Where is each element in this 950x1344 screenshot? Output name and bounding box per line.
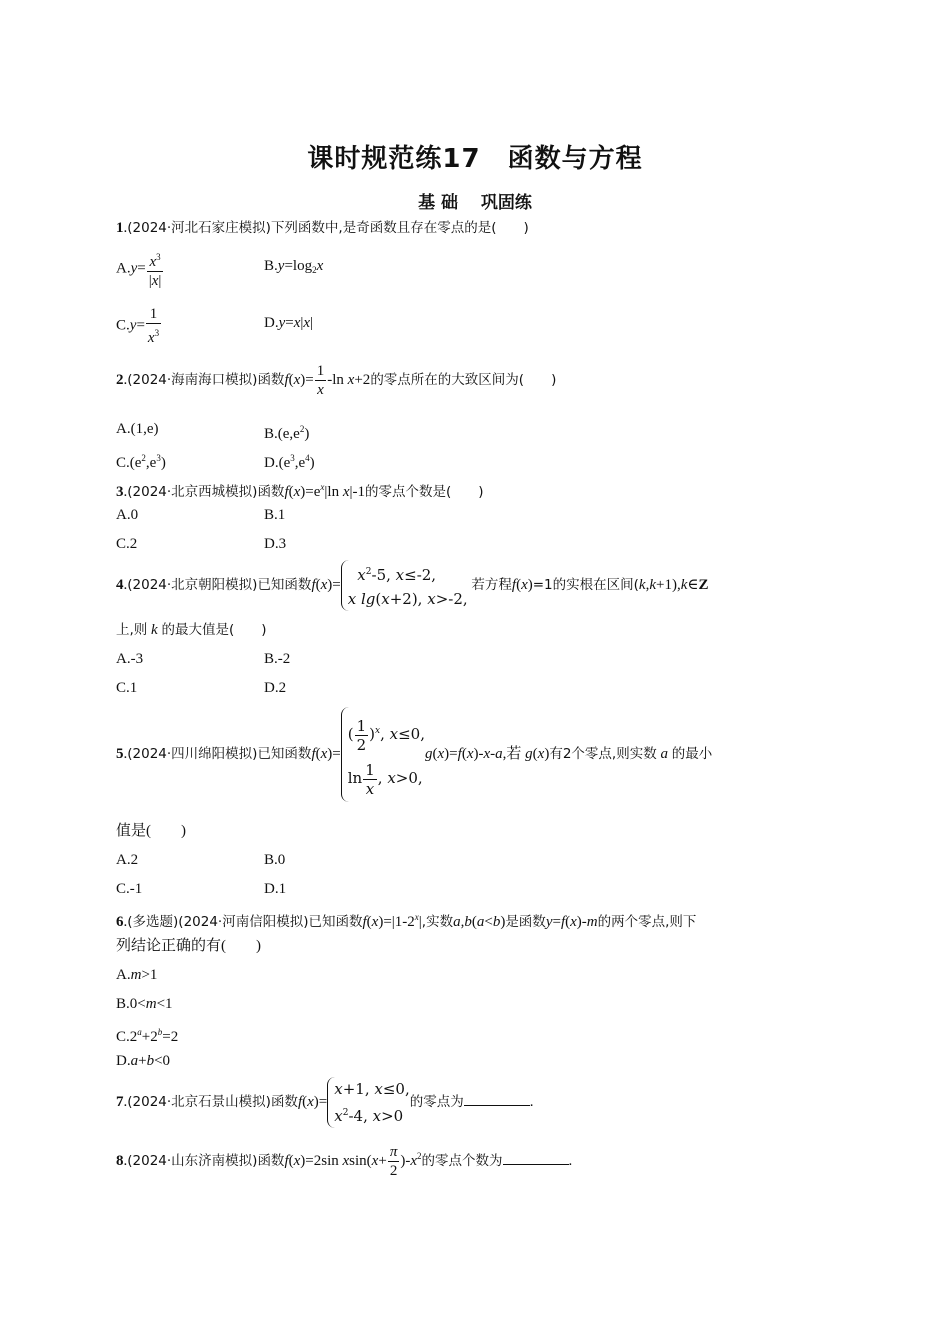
question-2-option-b: $B.(e,e^2)$: [264, 424, 310, 442]
question-2-option-d: $D.(e^3,e^4)$: [264, 453, 315, 471]
question-6-line-2: 列结论正确的有( ): [116, 938, 261, 954]
question-5-option-b: B.0: [264, 852, 286, 868]
question-4-option-b: B.-2: [264, 651, 291, 667]
question-1-option-c: C.y= $\frac{1}{x^3}$: [116, 306, 160, 346]
question-4-option-d: D.2: [264, 680, 287, 696]
question-5-stem: 5.(2024·四川绵阳模拟)已知函数f(x)= ( $\frac{1}{2}$ )$^x$, x≤0, ln $\frac{1}{x}$ , x>0, g(x)=f(x)-x-a,若 g(x)有2个零点,则实数 a 的最小: [116, 707, 836, 802]
page-title: 课时规范练17 函数与方程: [307, 144, 643, 174]
question-3-option-b: B.1: [264, 507, 286, 523]
question-6-option-c: $C.2^a+2^b=2$: [116, 1027, 179, 1045]
question-8-stem: 8.(2024·山东济南模拟)函数f(x)=2sin xsin(x+ $\frac{\pi}{2}$ )$-x^2$的零点个数为 .: [116, 1144, 573, 1179]
question-1-option-b: $B.y=\log_2x$: [264, 258, 324, 275]
question-2-stem: 2.(2024·海南海口模拟)函数f(x)= $\frac{1}{x}$ -ln x+2的零点所在的大致区间为( ): [116, 363, 557, 398]
question-3-option-c: C.2: [116, 536, 138, 552]
piecewise-brace: ( $\frac{1}{2}$ )$^x$, x≤0, ln $\frac{1}{x}$ , x>0,: [341, 707, 425, 802]
question-3-option-d: D.3: [264, 536, 287, 552]
answer-blank[interactable]: [503, 1152, 569, 1165]
answer-blank[interactable]: [464, 1093, 530, 1106]
question-6-option-a: A.m>1: [116, 967, 158, 983]
question-4-option-a: A.-3: [116, 651, 144, 667]
question-5-line-2: 值是( ): [116, 823, 186, 839]
question-6-option-d: D.a+b<0: [116, 1053, 171, 1069]
question-3-option-a: A.0: [116, 507, 139, 523]
question-6-stem: 6.(多选题)(2024·河南信阳模拟)已知函数$f(x)=|1-2^x|$,实数a,b(a<b)是函数y=f(x)-m的两个零点,则下: [116, 912, 697, 930]
question-7-stem: 7.(2024·北京石景山模拟)函数f(x)= x+1, x≤0, $x^2-4$, x>0 的零点为 .: [116, 1077, 836, 1128]
piecewise-brace: $x^2-5$, x≤-2, x lg(x+2), x>-2,: [341, 560, 468, 611]
question-2-option-c: $C.(e^2,e^3)$: [116, 453, 166, 471]
question-6-option-b: B.0<m<1: [116, 996, 173, 1012]
question-2-option-a: A.(1,e): [116, 421, 159, 437]
section-title: 基 础 巩固练: [418, 193, 532, 213]
question-4-option-c: C.1: [116, 680, 138, 696]
question-3-stem: 3.(2024·北京西城模拟)函数$f(x)=e^x|\ln$ x|-1的零点个数是( ): [116, 482, 484, 500]
question-5-option-a: A.2: [116, 852, 139, 868]
question-4-stem: 4.(2024·北京朝阳模拟)已知函数f(x)= $x^2-5$, x≤-2, x lg(x+2), x>-2, 若方程f(x)=1的实根在区间(k,k+1),k∈Z: [116, 560, 836, 611]
question-1-stem: 1.(2024·河北石家庄模拟)下列函数中,是奇函数且存在零点的是( ): [116, 220, 529, 236]
question-1-option-d: D.y=x|x|: [264, 315, 314, 331]
question-1-option-a: A.y= $\frac{x^3}{|x|}$: [116, 252, 162, 289]
piecewise-brace: x+1, x≤0, $x^2-4$, x>0: [327, 1077, 409, 1128]
question-5-option-d: D.1: [264, 881, 287, 897]
question-4-line-2: 上,则 k 的最大值是( ): [116, 622, 267, 638]
question-5-option-c: C.-1: [116, 881, 143, 897]
